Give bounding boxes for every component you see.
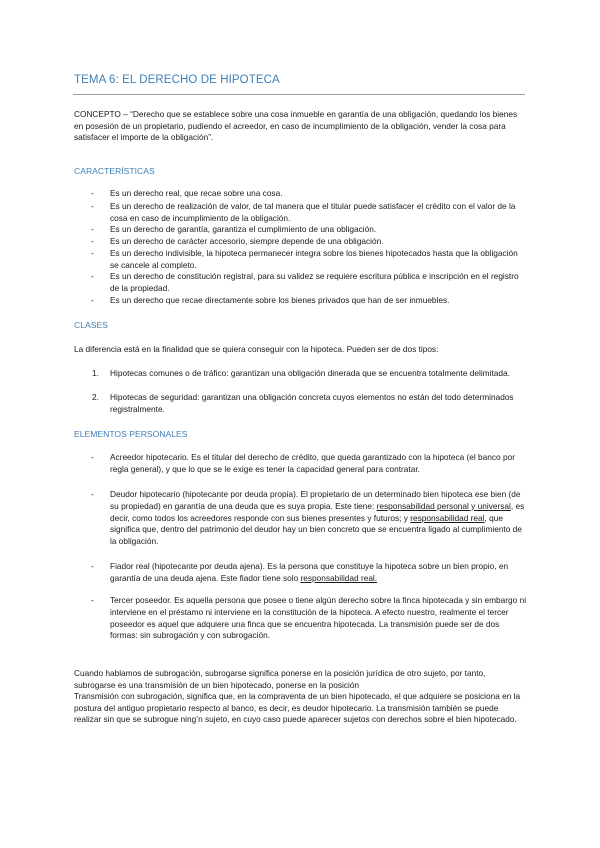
list-item: Es un derecho de realización de valor, de tal manera que el titular puede satisfacer el crédito con el valor de la cosa en caso de incumplimiento de la obligación. xyxy=(110,201,516,223)
transmision-text: Transmisión con subrogación, significa que, en la compraventa de un bien hipotecado, el que adquiere se posiciona en la postura del antiguo propietario respecto al banco, es decir, es deudor hipotecario. La transmisión también se puede realizar sin que se subrogue ning’n sujeto, en cuyo caso puede aparecer sujetos con derechos sobre el bien hipotecado. xyxy=(74,691,521,725)
deudor-text: , es decir, como todos los acreedores responde con sus bienes presentes y futuros; y xyxy=(110,500,525,523)
deudor-responsabilidad-personal: responsabilidad personal y universal xyxy=(376,500,511,511)
list-bullet: - xyxy=(91,271,94,281)
deudor-responsabilidad-real: responsabilidad real xyxy=(410,512,485,523)
list-item: Hipotecas comunes o de tráfico: garantizan una obligación dinerada que se encuentra totalmente delimitada. xyxy=(110,368,510,378)
deudor-item xyxy=(110,489,528,548)
concepto-label: CONCEPTO – xyxy=(74,109,131,119)
list-bullet: - xyxy=(91,295,94,305)
list-number: 1. xyxy=(92,368,99,378)
list-item: Es un derecho indivisible, la hipoteca permanecer integra sobre los bienes hipotecados hasta que la obligación se cancele al completo. xyxy=(110,248,518,270)
fiador-responsabilidad-real: responsabilidad real. xyxy=(300,572,378,583)
clases-intro: La diferencia está en la finalidad que se quiera conseguir con la hipoteca. Pueden ser de dos tipos: xyxy=(74,344,439,354)
list-item: Es un derecho de garantía, garantiza el cumplimiento de una obligación. xyxy=(110,224,377,234)
list-bullet: - xyxy=(91,188,94,198)
list-bullet: - xyxy=(91,236,94,246)
acreedor-item: Acreedor hipotecario. Es el titular del derecho de crédito, que queda garantizado con la hipoteca (el banco por regla general), y que lo que se le exige es tener la capacidad general para contratar. xyxy=(110,452,515,474)
subrogacion-paragraph xyxy=(74,668,526,726)
list-bullet: - xyxy=(91,452,94,462)
list-bullet: - xyxy=(91,201,94,211)
elementos-heading: ELEMENTOS PERSONALES xyxy=(74,429,188,439)
list-item: Es un derecho real, que recae sobre una cosa. xyxy=(110,188,283,198)
page-title: TEMA 6: EL DERECHO DE HIPOTECA xyxy=(74,74,280,86)
concepto-paragraph xyxy=(74,109,526,144)
fiador-text: Fiador real (hipotecante por deuda ajena). Es la persona que constituye la hipoteca sobre un bien propio, en garantía de una deuda ajena. Este fiador tiene solo xyxy=(110,561,509,583)
subrogacion-text: Cuando hablamos de subrogación, subrogarse significa ponerse en la posición jurídica de otro sujeto, por tanto, subrogarse es una transmisión de un bien hipotecado, ponerse en la posición xyxy=(74,668,486,690)
title-divider xyxy=(73,94,525,95)
list-item: Es un derecho de carácter accesorio, siempre depende de una obligación. xyxy=(110,236,384,246)
caracteristicas-heading: CARACTERÍSTICAS xyxy=(74,166,155,176)
list-bullet: - xyxy=(91,224,94,234)
list-number: 2. xyxy=(92,392,99,402)
clases-heading: CLASES xyxy=(74,320,108,330)
list-bullet: - xyxy=(91,595,94,605)
concepto-text: “Derecho que se establece sobre una cosa inmueble en garantía de una obligación, quedando los bienes en posesión de un propietario, pudiendo el acreedor, en caso de incumplimiento de la obligación, vender la cosa para satisfacer el importe de la obligación”. xyxy=(74,109,518,143)
list-bullet: - xyxy=(91,561,94,571)
list-bullet: - xyxy=(91,489,94,499)
list-item: Es un derecho que recae directamente sobre los bienes privados que han de ser inmuebles. xyxy=(110,295,450,305)
list-item: Es un derecho de constitución registral, para su validez se requiere escritura pública e inscripción en el registro de la propiedad. xyxy=(110,271,519,293)
deudor-text: , que significa que, dentro del patrimonio del deudor hay un bien concreto que se encuentra ligado al cumplimiento de la obligación. xyxy=(110,512,522,547)
deudor-text: Deudor hipotecario (hipotecante por deuda propia). El propietario de un determinado bien hipoteca ese bien (de su propiedad) en garantía de una deuda que es suya propia. Este tiene: xyxy=(110,489,521,511)
list-item: Hipotecas de seguridad: garantizan una obligación concreta cuyos elementos no están del todo determinados registralmente. xyxy=(110,392,514,414)
list-bullet: - xyxy=(91,248,94,258)
tercero-item: Tercer poseedor. Es aquella persona que posee o tiene algún derecho sobre la finca hipotecada y sin embargo ni interviene en el préstamo ni interviene en la constitución de la hipoteca. A efecto nuestro, realmente el tercer poseedor es aquel que adquiere una finca que se encuentra hipotecada. La transmisión puede ser de dos formas: sin subrogación y con subrogación. xyxy=(110,595,527,641)
fiador-item xyxy=(110,561,528,585)
